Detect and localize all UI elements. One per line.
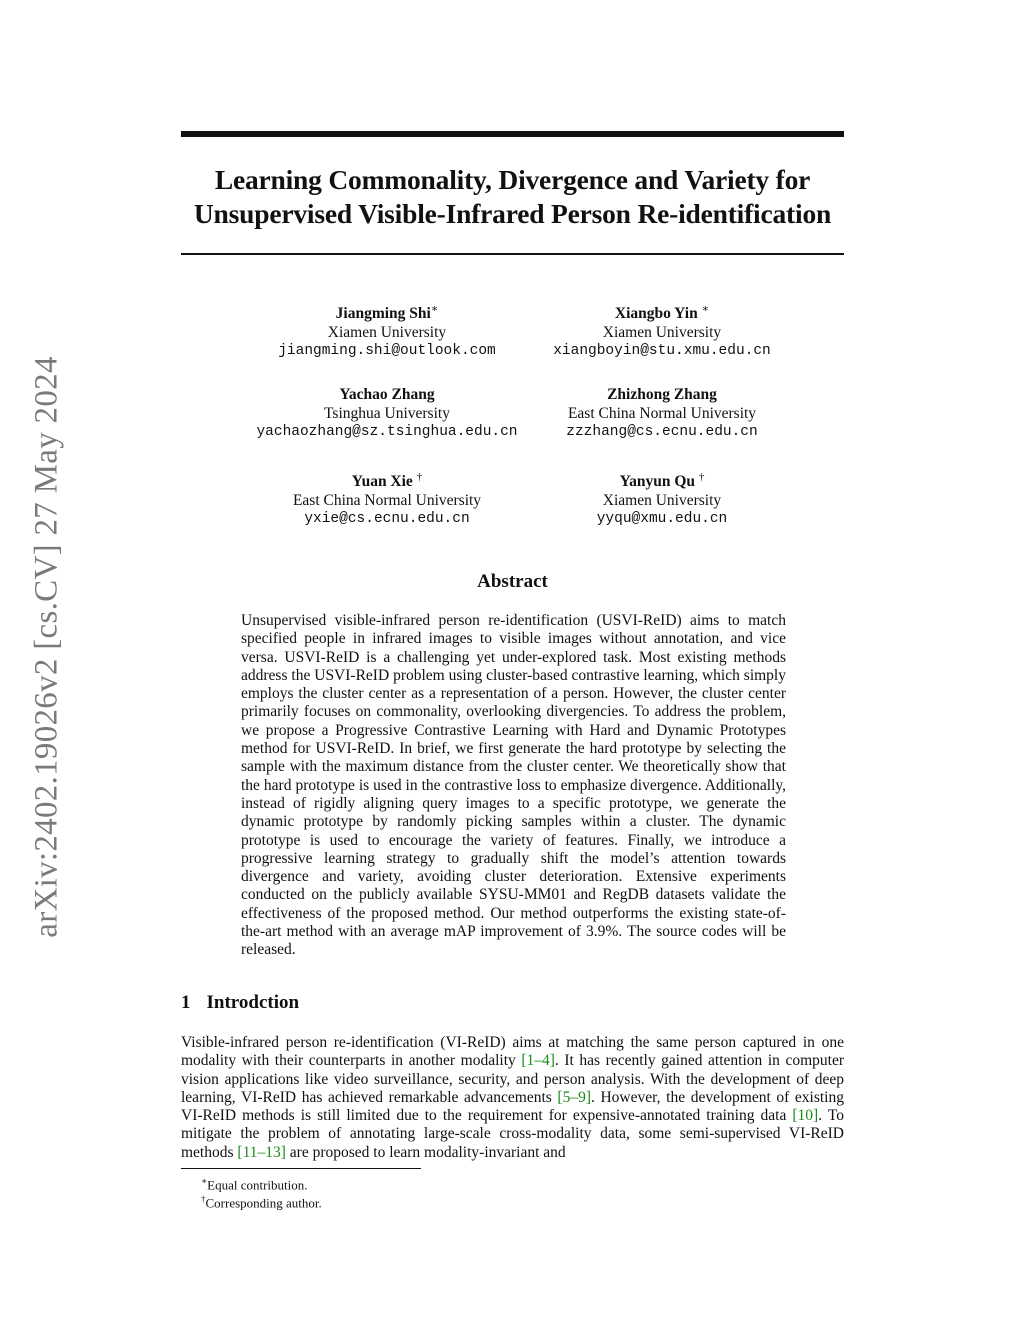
author-name: Yuan Xie xyxy=(351,473,413,491)
author-name: Zhizhong Zhang xyxy=(607,386,717,403)
author-name: Yanyun Qu xyxy=(619,473,695,491)
arxiv-identifier-stamp: arXiv:2402.19026v2 [cs.CV] 27 May 2024 xyxy=(28,356,65,938)
intro-text: . It has recently gained attention in computer vision applications like video surveillance, security, and person analysis. With the development of deep learning, VI-ReID has achieved remarkable advancements xyxy=(181,1052,845,1106)
author-affiliation: East China Normal University xyxy=(292,492,482,510)
author-affiliation: Xiamen University xyxy=(602,492,722,510)
abstract-heading: Abstract xyxy=(477,571,548,592)
author-name: Yachao Zhang xyxy=(339,386,435,403)
footnote-rule xyxy=(181,1168,421,1169)
title-line-2: Unsupervised Visible-Infrared Person Re-identification xyxy=(193,198,832,229)
footnote xyxy=(201,1191,322,1211)
author-email[interactable]: jiangming.shi@outlook.com xyxy=(278,343,496,360)
footnote-text: Equal contribution. xyxy=(207,1177,308,1193)
paper-title xyxy=(181,163,844,231)
title-bottom-rule xyxy=(181,253,844,255)
section-title: Introdction xyxy=(206,992,300,1013)
author-email[interactable]: yachaozhang@sz.tsinghua.edu.cn xyxy=(256,424,518,440)
author-email[interactable]: zzzhang@cs.ecnu.edu.cn xyxy=(566,424,758,440)
footnote-mark: † xyxy=(201,1194,206,1204)
author-email[interactable]: yyqu@xmu.edu.cn xyxy=(596,511,728,528)
author-block xyxy=(497,468,827,529)
author-email[interactable]: yxie@cs.ecnu.edu.cn xyxy=(304,511,470,528)
author-affiliation: Tsinghua University xyxy=(324,405,450,422)
author-mark: ∗ xyxy=(430,303,439,315)
author-affiliation: East China Normal University xyxy=(567,405,757,422)
section-number: 1 xyxy=(181,992,191,1013)
section-heading xyxy=(181,992,299,1014)
intro-text: Visible-infrared person re-identification (VI-ReID) aims at matching the same person captured in one modality with their counterparts in another modality xyxy=(181,1034,844,1070)
intro-text: . To mitigate the problem of annotating large-scale cross-modality data, some semi-supervised VI-ReID methods xyxy=(181,1107,844,1161)
introduction-paragraph xyxy=(181,1034,844,1162)
author-email[interactable]: xiangboyin@stu.xmu.edu.cn xyxy=(553,343,771,360)
footnote-mark: ∗ xyxy=(201,1176,208,1186)
author-name: Xiangbo Yin xyxy=(614,305,698,323)
author-mark: † xyxy=(698,471,705,483)
title-line-1: Learning Commonality, Divergence and Variety for xyxy=(214,164,811,195)
author-block xyxy=(497,385,827,442)
author-affiliation: Xiamen University xyxy=(327,324,447,342)
abstract-text: Unsupervised visible-infrared person re-identification (USVI-ReID) aims to match specified people in infrared images to visible images without annotation, and vice versa. USVI-ReID is a challenging yet under-explored task. Most existing methods address the USVI-ReID problem using cluster-based contrastive learning, which simply employs the cluster center as a representation of a person. However, the cluster center primarily focuses on commonality, overlooking divergencies. To address the problem, we propose a Progressive Contrastive Learning with Hard and Dynamic Prototypes method for USVI-ReID. In brief, we first generate the hard prototype by selecting the sample with the maximum distance from the cluster center. We theoretically show that the hard prototype is used in the contrastive loss to emphasize divergence. Additionally, instead of rigidly aligning query images to a specific prototype, we generate the dynamic prototype by randomly picking samples within a cluster. The dynamic prototype is used to encourage the variety of features. Finally, we introduce a progressive learning strategy to gradually shift the model’s attention towards divergence and variety, avoiding cluster deterioration. Extensive experiments conducted on the publicly available SYSU-MM01 and RegDB datasets validate the effectiveness of the proposed method. Our method outperforms the existing state-of-the-art method with an average mAP improvement of 3.9%. The source codes will be released. xyxy=(241,612,786,959)
author-block xyxy=(497,300,827,361)
intro-text: are proposed to learn modality-invariant and xyxy=(285,1143,566,1161)
citation-link[interactable]: [10] xyxy=(792,1107,819,1125)
citation-link[interactable]: [11–13] xyxy=(237,1143,286,1161)
citation-link[interactable]: [1–4] xyxy=(521,1052,555,1070)
footnote-text: Corresponding author. xyxy=(205,1195,322,1211)
author-mark: † xyxy=(416,471,423,483)
intro-text: . However, the development of existing VI-ReID methods is still limited due to the requirement for expensive-annotated training data xyxy=(181,1088,844,1125)
author-mark: ∗ xyxy=(701,303,710,315)
author-name: Jiangming Shi xyxy=(335,305,431,323)
citation-link[interactable]: [5–9] xyxy=(557,1088,591,1106)
author-affiliation: Xiamen University xyxy=(602,324,722,342)
title-top-rule xyxy=(181,131,844,137)
